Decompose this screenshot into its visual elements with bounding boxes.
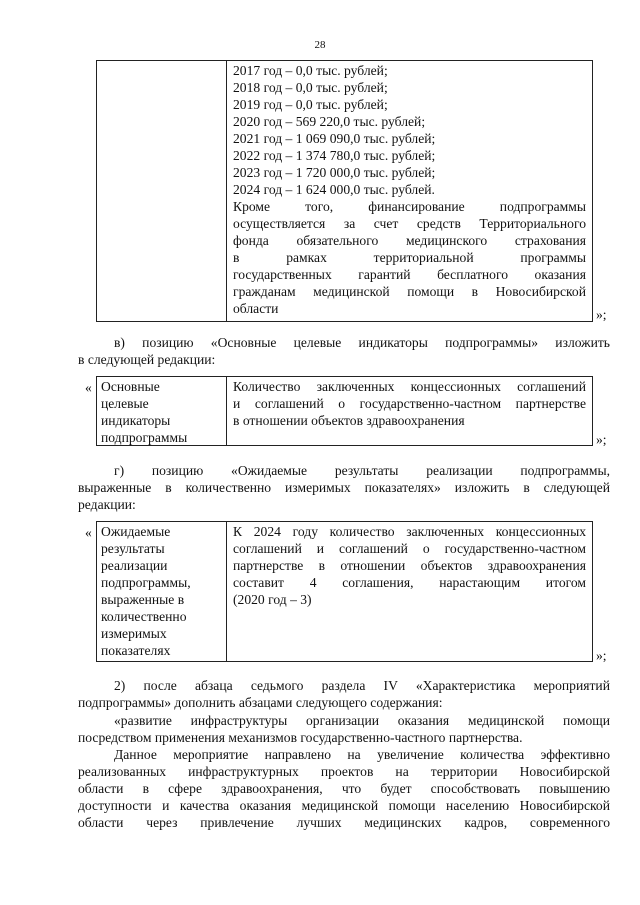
open-quote: « <box>85 525 92 540</box>
cell-line: выраженные в <box>101 592 185 607</box>
cell-line: соглашений и соглашений о государственно-частном <box>233 541 586 556</box>
paragraph-line: редакции: <box>78 497 136 512</box>
paragraph-g <box>78 462 610 513</box>
funding-note-line: фонда обязательного медицинского страхования <box>233 233 586 248</box>
funding-table-left-cell <box>97 61 227 321</box>
cell-line: результаты <box>101 541 165 556</box>
cell-line: подпрограммы <box>101 430 188 445</box>
funding-table <box>96 60 593 322</box>
cell-line: и соглашений о государственно-частном партнерстве <box>233 396 586 411</box>
paragraph-line: Данное мероприятие направлено на увеличение количества эффективно <box>114 747 610 762</box>
paragraph-line: «развитие инфраструктуры организации оказания медицинской помощи <box>114 713 610 728</box>
funding-note-line: государственных гарантий бесплатного оказания <box>233 267 586 282</box>
funding-table-right-cell <box>227 61 592 321</box>
cell-line: измеримых <box>101 626 167 641</box>
results-value-cell <box>227 522 592 661</box>
close-quote: »; <box>596 307 607 322</box>
cell-line: подпрограммы, <box>101 575 191 590</box>
paragraph-measure <box>78 746 610 831</box>
paragraph-line: 2) после абзаца седьмого раздела IV «Характеристика мероприятий <box>114 678 610 693</box>
paragraph-line: г) позицию «Ожидаемые результаты реализации подпрограммы, <box>114 463 610 478</box>
cell-line: Основные <box>101 379 160 394</box>
paragraph-line: реализованных инфраструктурных проектов на территории Новосибирской <box>78 764 610 779</box>
paragraph-2 <box>78 677 610 711</box>
cell-line: (2020 год – 3) <box>233 592 312 607</box>
open-quote: « <box>85 380 92 395</box>
cell-line: в отношении объектов здравоохранения <box>233 413 465 428</box>
indicators-table <box>96 376 593 446</box>
funding-line: 2022 год – 1 374 780,0 тыс. рублей; <box>233 148 436 163</box>
paragraph-line: посредством применения механизмов государственно-частного партнерства. <box>78 730 523 745</box>
cell-line: целевые <box>101 396 149 411</box>
funding-line: 2021 год – 1 069 090,0 тыс. рублей; <box>233 131 436 146</box>
cell-line: реализации <box>101 558 168 573</box>
paragraph-line: области в сфере здравоохранения, что будет способствовать повышению <box>78 781 610 796</box>
funding-note-line: в рамках территориальной программы <box>233 250 586 265</box>
funding-note-line: осуществляется за счет средств Территориального <box>233 216 586 231</box>
close-quote: »; <box>596 432 607 447</box>
cell-line: К 2024 году количество заключенных концессионных <box>233 524 586 539</box>
cell-line: Ожидаемые <box>101 524 171 539</box>
paragraph-development <box>78 712 610 746</box>
results-label-cell <box>97 522 227 661</box>
paragraph-line: выраженные в количественно измеримых показателях» изложить в следующей <box>78 480 610 495</box>
paragraph-line: подпрограммы» дополнить абзацами следующего содержания: <box>78 695 443 710</box>
paragraph-line: в следующей редакции: <box>78 352 216 367</box>
funding-note-line: области <box>233 301 279 316</box>
funding-line: 2017 год – 0,0 тыс. рублей; <box>233 63 388 78</box>
paragraph-line: в) позицию «Основные целевые индикаторы подпрограммы» изложить <box>114 335 610 350</box>
cell-line: составит 4 соглашения, нарастающим итогом <box>233 575 586 590</box>
paragraph-line: области через привлечение лучших медицинских кадров, современного <box>78 815 610 830</box>
indicators-label-cell <box>97 377 227 445</box>
funding-line: 2018 год – 0,0 тыс. рублей; <box>233 80 388 95</box>
cell-line: показателях <box>101 643 171 658</box>
funding-line: 2019 год – 0,0 тыс. рублей; <box>233 97 388 112</box>
paragraph-v <box>78 334 610 368</box>
indicators-value-cell <box>227 377 592 445</box>
page-number: 28 <box>314 39 326 51</box>
funding-note-line: гражданам медицинской помощи в Новосибирской <box>233 284 586 299</box>
cell-line: количественно <box>101 609 187 624</box>
funding-line: 2023 год – 1 720 000,0 тыс. рублей; <box>233 165 436 180</box>
funding-line: 2024 год – 1 624 000,0 тыс. рублей. <box>233 182 435 197</box>
results-table <box>96 521 593 662</box>
funding-line: 2020 год – 569 220,0 тыс. рублей; <box>233 114 426 129</box>
cell-line: индикаторы <box>101 413 171 428</box>
cell-line: Количество заключенных концессионных соглашений <box>233 379 586 394</box>
close-quote: »; <box>596 648 607 663</box>
paragraph-line: доступности и качества оказания медицинской помощи населению Новосибирской <box>78 798 610 813</box>
funding-note-line: Кроме того, финансирование подпрограммы <box>233 199 586 214</box>
cell-line: партнерстве в отношении объектов здравоохранения <box>233 558 586 573</box>
